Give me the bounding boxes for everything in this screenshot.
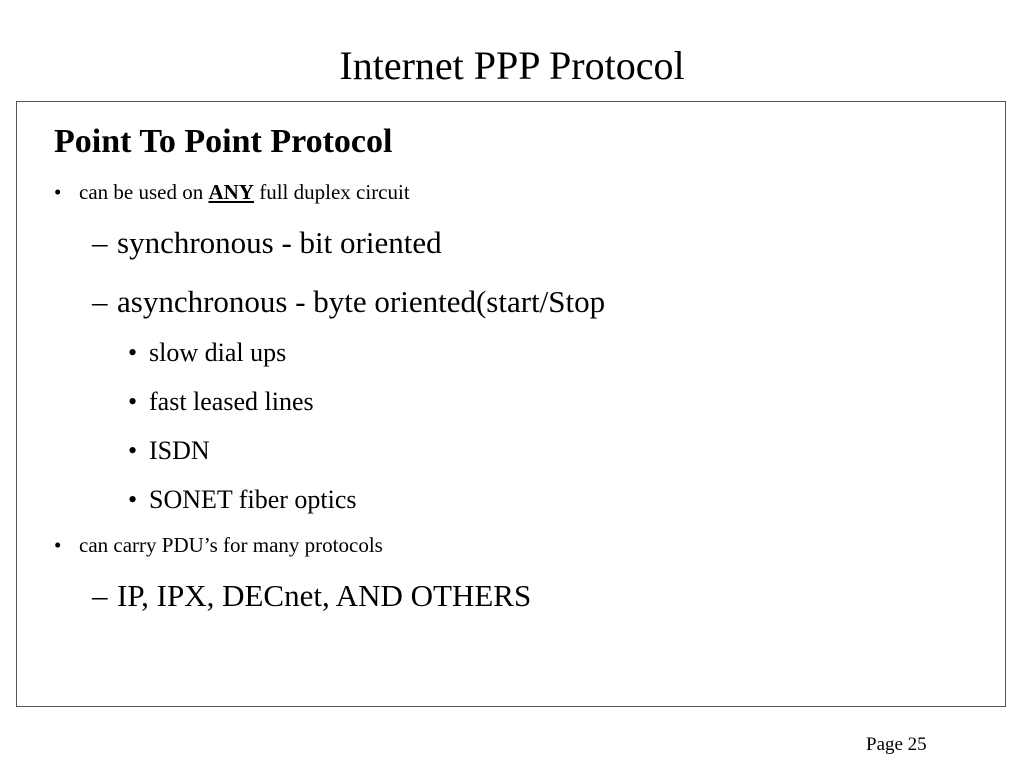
list-item-fast-leased-lines [128,384,314,420]
bullet-marker: • [128,338,138,367]
list-item-text: slow dial ups [149,338,287,367]
emphasis-any: ANY [208,180,254,204]
list-item-sonet [128,482,357,518]
sub-item-protocol-list [92,575,531,617]
sub-item-asynchronous [92,281,605,323]
bullet-text-prefix: can be used on [79,180,209,204]
list-item-slow-dial-ups [128,335,286,371]
bullet-marker: • [128,485,138,514]
list-item-text: SONET fiber optics [149,485,357,514]
bullet-text: can carry PDU’s for many protocols [79,533,383,557]
bullet-full-duplex [54,177,410,207]
section-heading: Point To Point Protocol [54,123,393,160]
sub-item-text: IP, IPX, DECnet, AND OTHERS [117,578,532,613]
dash-marker: – [92,578,108,613]
bullet-marker: • [54,180,62,204]
sub-item-text: synchronous - bit oriented [117,225,442,260]
bullet-text-suffix: full duplex circuit [253,180,410,204]
bullet-marker: • [128,387,138,416]
list-item-isdn [128,433,210,469]
dash-marker: – [92,284,108,319]
sub-item-text: asynchronous - byte oriented(start/Stop [117,284,606,319]
sub-item-synchronous [92,222,442,264]
bullet-carry-pdus [54,530,383,560]
bullet-marker: • [128,436,138,465]
slide-title: Internet PPP Protocol [339,43,685,88]
list-item-text: ISDN [149,436,210,465]
dash-marker: – [92,225,108,260]
page-number: Page 25 [866,734,927,755]
bullet-marker: • [54,533,62,557]
list-item-text: fast leased lines [149,387,314,416]
